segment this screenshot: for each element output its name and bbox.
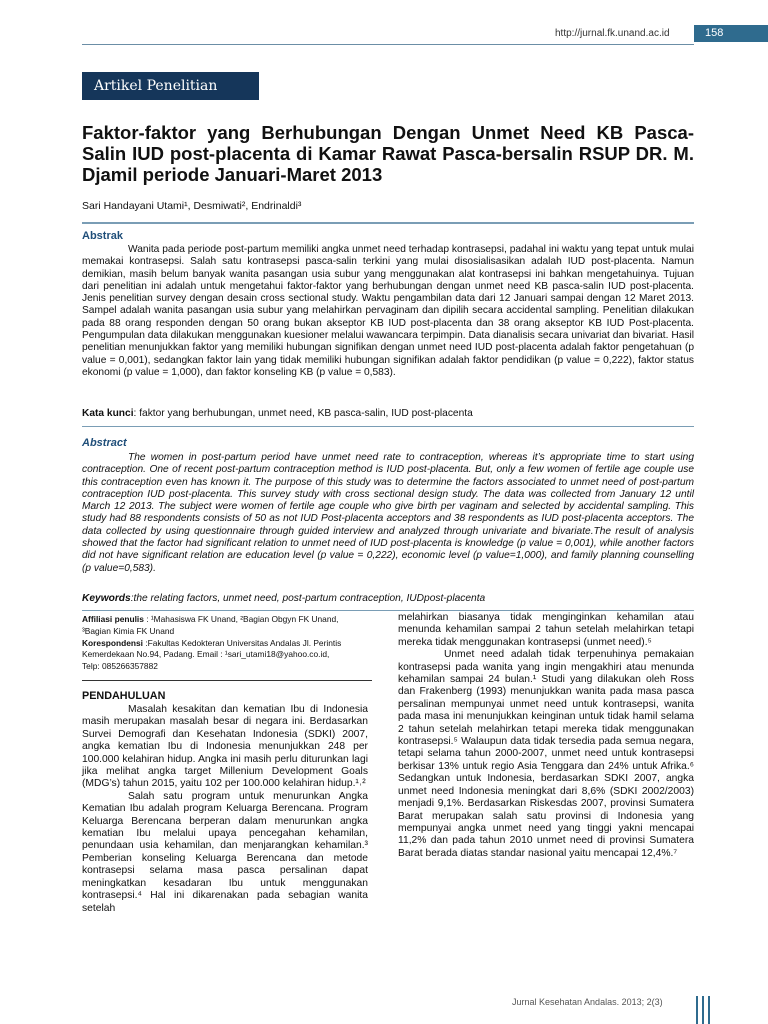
left-column bbox=[82, 690, 368, 915]
footer-bar bbox=[708, 996, 710, 1024]
pendahuluan-paragraph-1: Masalah kesakitan dan kematian Ibu di Indonesia masih merupakan masalah besar di negara ini. Berdasarkan Survei Demografi dan Kesehatan Indonesia (SDKI) 2007, angka kematian Ibu di Indonesia menunjukkan 248 per 100.000 kelahiran hidup. Angka ini masih perlu diturunkan lagi jika melihat angka target Millenium Development Goals (MDG’s) tahun 2015, yaitu 102 per 100.000 kelahiran hidup.¹˒² bbox=[82, 704, 368, 790]
title-rule bbox=[82, 222, 694, 224]
footer-bar bbox=[702, 996, 704, 1024]
affiliation-text-2: ³Bagian Kimia FK Unand bbox=[82, 625, 175, 636]
affiliation-rule bbox=[82, 680, 372, 681]
keywords bbox=[82, 593, 694, 605]
abstract-divider bbox=[82, 426, 694, 427]
header-rule bbox=[82, 44, 694, 45]
body-divider bbox=[82, 610, 694, 611]
authors: Sari Handayani Utami¹, Desmiwati², Endrinaldi³ bbox=[82, 200, 302, 212]
correspondence-text-1: :Fakultas Kedokteran Universitas Andalas Jl. Perintis bbox=[145, 637, 342, 648]
footer-journal: Jurnal Kesehatan Andalas. 2013; 2(3) bbox=[512, 997, 663, 1007]
affiliation-line bbox=[82, 614, 372, 626]
right-column bbox=[398, 612, 694, 860]
abstract-heading: Abstract bbox=[82, 437, 127, 449]
keywords-label: Keywords bbox=[82, 593, 131, 604]
keywords-text: :the relating factors, unmet need, post-partum contraception, IUDpost-placenta bbox=[130, 593, 486, 604]
footer-bar bbox=[696, 996, 698, 1024]
pendahuluan-paragraph-2: Salah satu program untuk menurunkan Angka Kematian Ibu adalah program Keluarga Berencana. Program Keluarga Berencana berperan dalam menurunkan angka kematian Ibu melalui upaya pencegahan kehamilan, penundaan usia kehamilan, dan menjarangkan kehamilan.³ Pemberian konseling Keluarga Berencana dan metode kontrasepsi selama masa pasca persalinan dapat meningkatkan kesadaran Ibu untuk menggunakan kontrasepsi.⁴ Hal ini dikarenakan pada sebagian wanita setelah bbox=[82, 790, 368, 914]
kata-kunci-label: Kata kunci bbox=[82, 408, 134, 419]
kata-kunci-text: : faktor yang berhubungan, unmet need, KB pasca-salin, IUD post-placenta bbox=[133, 408, 473, 419]
kata-kunci bbox=[82, 408, 694, 420]
abstrak-text: Wanita pada periode post-partum memiliki angka unmet need terhadap kontrasepsi, padahal ini waktu yang tepat untuk mulai memakai kontrasepsi. Salah satu kontrasepsi pasca-salin terkini yang mulai disosialisasikan adalah IUD post-placenta. Namun demikian, masih belum banyak wanita pasangan usia subur yang menggunakan alat kontrasepsi ini bahkan mengetahuinya. Tujuan dari penelitian ini adalah untuk mengetahui faktor-faktor yang berhubungan dengan unmet need KB pasca-salin IUD post-placenta. Jenis penelitian survey dengan desain cross sectional study. Waktu pengambilan data dari 12 Januari sampai dengan 12 Maret 2013. Sampel adalah wanita pasangan usia subur yang melahirkan pervaginam dan dipilih secara accidental sampling. Penelitian dilakukan pada 88 orang responden dengan 50 orang bukan akseptor KB IUD post-placenta dan 38 orang akseptor KB IUD Post-placenta. Pengumpulan data dilakukan menggunakan kuesioner melalui wawancara terpimpin. Data dianalisis secara univariat dan bivariat. Hasil penelitian menunjukkan faktor yang memiliki hubungan signifikan dengan unmet need IUD post-placenta adalah faktor pengetahuan (p value = 0,001), sedangkan faktor lain yang tidak memiliki hubungan signifikan adalah faktor pendidikan (p value = 0,222), faktor status ekonomi (p value = 1,000), dan faktor konseling KB (p value = 0,583). bbox=[82, 244, 694, 378]
right-paragraph-1: melahirkan biasanya tidak menginginkan kehamilan atau menunda kehamilan sampai 2 tahun setelah melahirkan tetapi mereka tidak menggunakan kontrasepsi (unmet need).⁵ bbox=[398, 612, 694, 648]
right-paragraph-2: Unmet need adalah tidak terpenuhinya pemakaian kontrasepsi pada wanita yang ingin mengakhiri atau menunda kehamilan sampai 24 bulan.¹ Studi yang dilakukan oleh Ross dan Frakenberg (1993) menunjukkan wanita pada masa pasca persalinan mempunyai unmet need untuk kontrasepsi, wanita pada masa ini menunjukkan keinginan untuk tidak hamil selama 2 tahun setelah melahirkan tetapi mereka tidak menggunakan kontrasepsi.⁵ Walaupun data tidak tersedia pada semua negara, tetapi selama tahun 2000-2007, unmet need untuk kontrasepsi berkisar 13% untuk regio Asia Tenggara dan 24% untuk Afrika.⁶ Sedangkan untuk Indonesia, berdasarkan SDKI 2007, angka unmet need Indonesia meningkat dari 8,6% (SDKI 2002/2003) menjadi 9,1%. Berdasarkan Riskesdas 2007, provinsi Sumatera Barat merupakan salah satu provinsi di Indonesia yang mempunyai angka unmet need yang tinggi yakni mencapai 11,2% dan pada tahun 2010 unmet need di provinsi Sumatera Barat berada diatas standar nasional yaitu mencapai 12,4%.⁷ bbox=[398, 649, 694, 859]
correspondence-line bbox=[82, 638, 372, 650]
correspondence-label: Korespondensi bbox=[82, 637, 143, 648]
section-label: Artikel Penelitian bbox=[82, 72, 259, 100]
article-title: Faktor-faktor yang Berhubungan Dengan Unmet Need KB Pasca-Salin IUD post-placenta di Kamar Rawat Pasca-bersalin RSUP DR. M. Djamil periode Januari-Maret 2013 bbox=[82, 122, 694, 185]
correspondence-text-2: Kemerdekaan No.94, Padang. Email : ¹sari_utami18@yahoo.co.id, bbox=[82, 649, 330, 660]
affiliation-text-1: : ¹Mahasiswa FK Unand, ²Bagian Obgyn FK Unand, bbox=[146, 614, 339, 624]
journal-url: http://jurnal.fk.unand.ac.id bbox=[555, 28, 670, 39]
affiliation-box bbox=[82, 614, 372, 673]
affiliation-label: Affiliasi penulis bbox=[82, 614, 144, 624]
abstract-text: The women in post-partum period have unmet need rate to contraception, whereas it’s appropriate time to start using contraception. One of recent post-partum contraception method is IUD post-placenta. But, only a few women of fertile age couple use this contraception even has known it. The purpose of this study was to determine the factors associated to unmet need of post-partum contraception IUD post-placenta. This survey study with cross sectional design study. The data was collected from January 12 until March 12 2013. The subject were women of fertile age couple who give birth per vaginam and selected by accidental sampling. This study had 88 respondents consists of 50 as not IUD Post-placenta acceptors and 38 respondents as IUD post-placenta acceptors. The data collected by using questionnaire through guided interview and analyzed through univariate and bivariate.The result of analysis showed that the factor had significant relation to unmet need of IUD post-placenta is knowledge (p value = 0,001), while another factors did not have significant relation are education level (p value = 0,222), economic level (p value=1,000), and family planning counselling (p value=0,583). bbox=[82, 452, 694, 574]
correspondence-phone: Telp: 085266357882 bbox=[82, 661, 158, 672]
page-number: 158 bbox=[694, 25, 768, 42]
pendahuluan-heading: PENDAHULUAN bbox=[82, 690, 166, 702]
abstrak-heading: Abstrak bbox=[82, 230, 123, 242]
